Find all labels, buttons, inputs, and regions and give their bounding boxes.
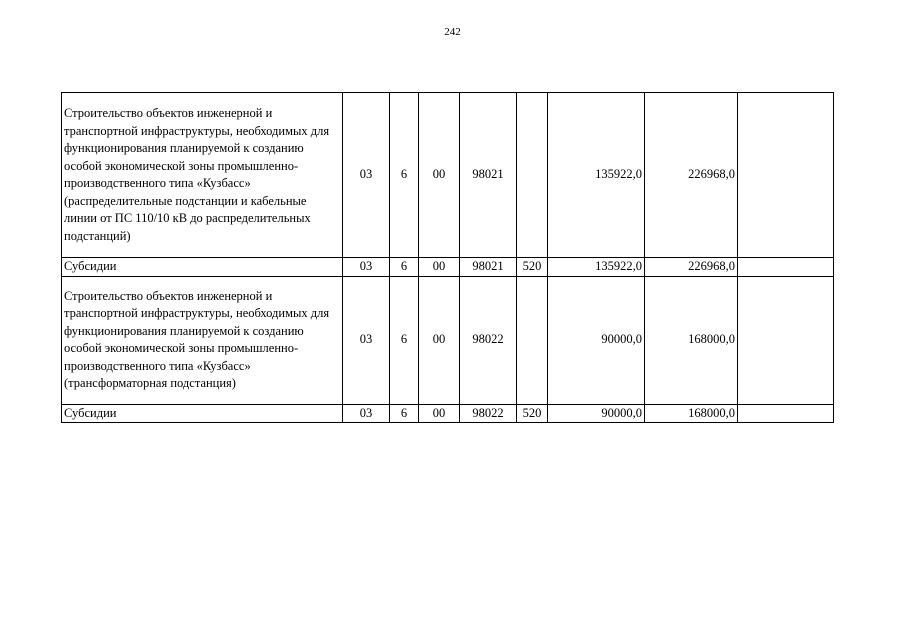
sum-3	[738, 276, 834, 404]
sum-2: 226968,0	[645, 93, 738, 258]
section-code: 03	[343, 258, 390, 277]
page-number: 242	[444, 26, 461, 38]
sum-3	[738, 258, 834, 277]
sum-1: 90000,0	[548, 404, 645, 423]
sum-1: 135922,0	[548, 93, 645, 258]
program-code: 6	[390, 276, 419, 404]
expense-type-code	[517, 93, 548, 258]
sum-2: 168000,0	[645, 276, 738, 404]
item-name: Строительство объектов инженерной и транспортной инфраструктуры, необходимых для функционирования планируемой к созданию особой экономической зоны промышленно-производственного типа «Кузбасс» (распределительные подстанции и кабельные линии от ПС 110/10 кВ до распределительных подстанций)	[62, 93, 343, 258]
table-row	[62, 276, 834, 404]
section-code: 03	[343, 276, 390, 404]
sum-2: 168000,0	[645, 404, 738, 423]
table-row	[62, 93, 834, 258]
budget-table	[61, 92, 834, 423]
program-code: 6	[390, 258, 419, 277]
expense-type-code: 520	[517, 404, 548, 423]
item-name: Субсидии	[62, 404, 343, 423]
sum-1: 90000,0	[548, 276, 645, 404]
section-code: 03	[343, 404, 390, 423]
table-row	[62, 258, 834, 277]
direction-code: 98022	[460, 404, 517, 423]
item-name: Строительство объектов инженерной и транспортной инфраструктуры, необходимых для функционирования планируемой к созданию особой экономической зоны промышленно-производственного типа «Кузбасс» (трансформаторная подстанция)	[62, 276, 343, 404]
subprogram-code: 00	[419, 93, 460, 258]
direction-code: 98021	[460, 93, 517, 258]
sum-3	[738, 404, 834, 423]
direction-code: 98022	[460, 276, 517, 404]
section-code: 03	[343, 93, 390, 258]
sum-3	[738, 93, 834, 258]
program-code: 6	[390, 404, 419, 423]
expense-type-code: 520	[517, 258, 548, 277]
direction-code: 98021	[460, 258, 517, 277]
subprogram-code: 00	[419, 404, 460, 423]
sum-2: 226968,0	[645, 258, 738, 277]
table-row	[62, 404, 834, 423]
item-name: Субсидии	[62, 258, 343, 277]
subprogram-code: 00	[419, 258, 460, 277]
subprogram-code: 00	[419, 276, 460, 404]
expense-type-code	[517, 276, 548, 404]
program-code: 6	[390, 93, 419, 258]
sum-1: 135922,0	[548, 258, 645, 277]
